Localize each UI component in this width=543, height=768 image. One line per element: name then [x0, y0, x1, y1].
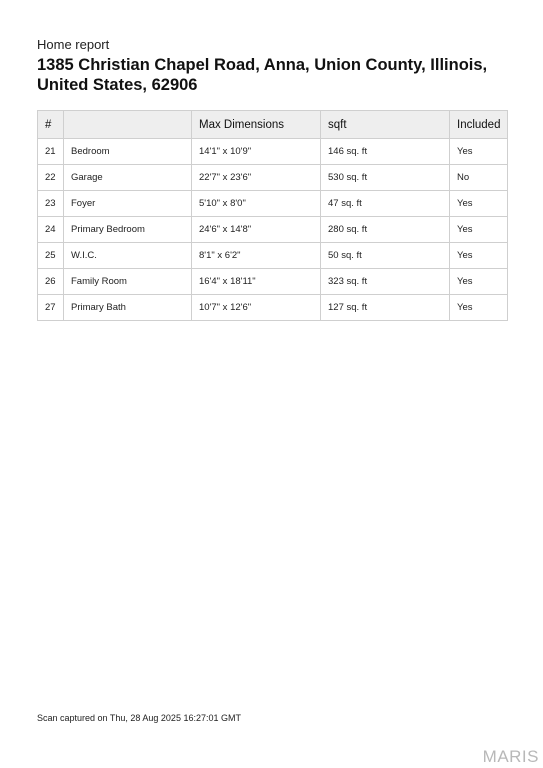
report-subtitle: Home report	[37, 37, 110, 52]
cell-sqft: 280 sq. ft	[321, 217, 450, 243]
cell-included: Yes	[450, 217, 508, 243]
table-row	[38, 243, 508, 269]
cell-room: Garage	[64, 165, 192, 191]
cell-sqft: 530 sq. ft	[321, 165, 450, 191]
cell-sqft: 323 sq. ft	[321, 269, 450, 295]
page-title: 1385 Christian Chapel Road, Anna, Union County, Illinois, United States, 62906	[37, 56, 488, 94]
cell-number: 26	[38, 269, 64, 295]
cell-sqft: 47 sq. ft	[321, 191, 450, 217]
brand-logo-text: MARIS	[482, 747, 539, 766]
cell-included: Yes	[450, 139, 508, 165]
column-header-room	[64, 111, 192, 139]
table-row	[38, 295, 508, 321]
table-row	[38, 217, 508, 243]
cell-dimensions: 5'10" x 8'0"	[192, 191, 321, 217]
cell-included: Yes	[450, 269, 508, 295]
table-header-row	[38, 111, 508, 139]
column-header-max-dimensions: Max Dimensions	[192, 111, 321, 139]
column-header-sqft: sqft	[321, 111, 450, 139]
cell-dimensions: 10'7" x 12'6"	[192, 295, 321, 321]
column-header-included: Included	[450, 111, 508, 139]
cell-room: Foyer	[64, 191, 192, 217]
cell-room: Primary Bedroom	[64, 217, 192, 243]
cell-room: Bedroom	[64, 139, 192, 165]
table-row	[38, 139, 508, 165]
cell-dimensions: 22'7" x 23'6"	[192, 165, 321, 191]
cell-dimensions: 16'4" x 18'11"	[192, 269, 321, 295]
cell-sqft: 146 sq. ft	[321, 139, 450, 165]
cell-included: Yes	[450, 243, 508, 269]
cell-included: No	[450, 165, 508, 191]
cell-sqft: 127 sq. ft	[321, 295, 450, 321]
cell-dimensions: 24'6" x 14'8"	[192, 217, 321, 243]
cell-room: Primary Bath	[64, 295, 192, 321]
cell-dimensions: 8'1" x 6'2"	[192, 243, 321, 269]
cell-dimensions: 14'1" x 10'9"	[192, 139, 321, 165]
cell-number: 22	[38, 165, 64, 191]
table-row	[38, 165, 508, 191]
cell-number: 24	[38, 217, 64, 243]
table-row	[38, 191, 508, 217]
cell-number: 25	[38, 243, 64, 269]
column-header-number: #	[38, 111, 64, 139]
cell-number: 23	[38, 191, 64, 217]
cell-included: Yes	[450, 295, 508, 321]
cell-number: 27	[38, 295, 64, 321]
scan-captured-timestamp: Scan captured on Thu, 28 Aug 2025 16:27:01 GMT	[37, 713, 241, 723]
cell-included: Yes	[450, 191, 508, 217]
cell-number: 21	[38, 139, 64, 165]
cell-room: Family Room	[64, 269, 192, 295]
rooms-table	[37, 110, 508, 321]
table-row	[38, 269, 508, 295]
cell-sqft: 50 sq. ft	[321, 243, 450, 269]
cell-room: W.I.C.	[64, 243, 192, 269]
